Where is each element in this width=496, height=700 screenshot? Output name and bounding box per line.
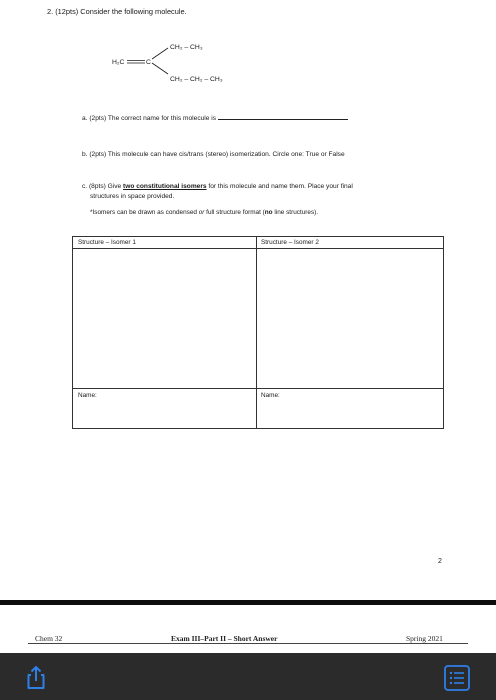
molecule-structure — [100, 32, 260, 94]
page-number: 2 — [438, 558, 442, 565]
bond-lower — [152, 63, 168, 74]
part-a-text: a. (2pts) The correct name for this molecule is — [82, 115, 217, 122]
footer-exam-title: Exam III–Part II – Short Answer — [171, 634, 278, 643]
answer-blank — [218, 113, 348, 120]
part-c-prefix: c. (8pts) Give — [82, 183, 124, 190]
list-menu-button[interactable] — [444, 665, 470, 691]
table-divider-vertical — [256, 237, 257, 428]
footer-term: Spring 2021 — [406, 634, 443, 643]
table-divider-name — [73, 388, 443, 389]
part-c-prompt — [82, 182, 452, 201]
bond-upper — [152, 48, 168, 59]
structure-isomer-2-header: Structure – Isomer 2 — [261, 239, 319, 246]
molecule-lower-branch: CH₂ – CH₂ – CH₃ — [170, 76, 223, 83]
bottom-toolbar — [0, 653, 496, 700]
isomer-1-name-label: Name: — [78, 392, 97, 399]
list-menu-icon — [444, 665, 470, 691]
part-a-prompt — [82, 113, 348, 124]
note-mid: full structure format ( — [204, 209, 265, 216]
molecule-upper-branch: CH₂ – CH₃ — [170, 44, 203, 51]
footer-rule — [28, 643, 468, 644]
question-title: 2. (12pts) Consider the following molecule. — [47, 7, 187, 16]
molecule-carbon: C — [146, 59, 151, 66]
part-c-suffix: for this molecule and name them. Place your final — [206, 183, 353, 190]
isomer-answer-table — [72, 236, 444, 429]
part-b-prompt: b. (2pts) This molecule can have cis/trans (stereo) isomerization. Circle one: True or False — [82, 151, 345, 158]
note-no: no — [264, 209, 273, 216]
note-or: or — [198, 209, 205, 216]
next-page-preview — [0, 605, 496, 653]
part-c-line2: structures in space provided. — [90, 192, 175, 200]
footer-course: Chem 32 — [35, 634, 63, 643]
isomer-2-name-label: Name: — [261, 392, 280, 399]
note-prefix: *Isomers can be drawn as condensed — [90, 209, 199, 216]
molecule-left-group: H₂C — [112, 59, 125, 66]
share-button[interactable] — [22, 664, 50, 692]
structure-isomer-1-header: Structure – Isomer 1 — [78, 239, 136, 246]
note-suffix: line structures). — [272, 209, 319, 216]
share-icon — [22, 664, 50, 692]
part-c-emphasis: two constitutional isomers — [123, 183, 207, 190]
isomer-note — [90, 208, 318, 218]
table-divider-header — [73, 248, 443, 249]
